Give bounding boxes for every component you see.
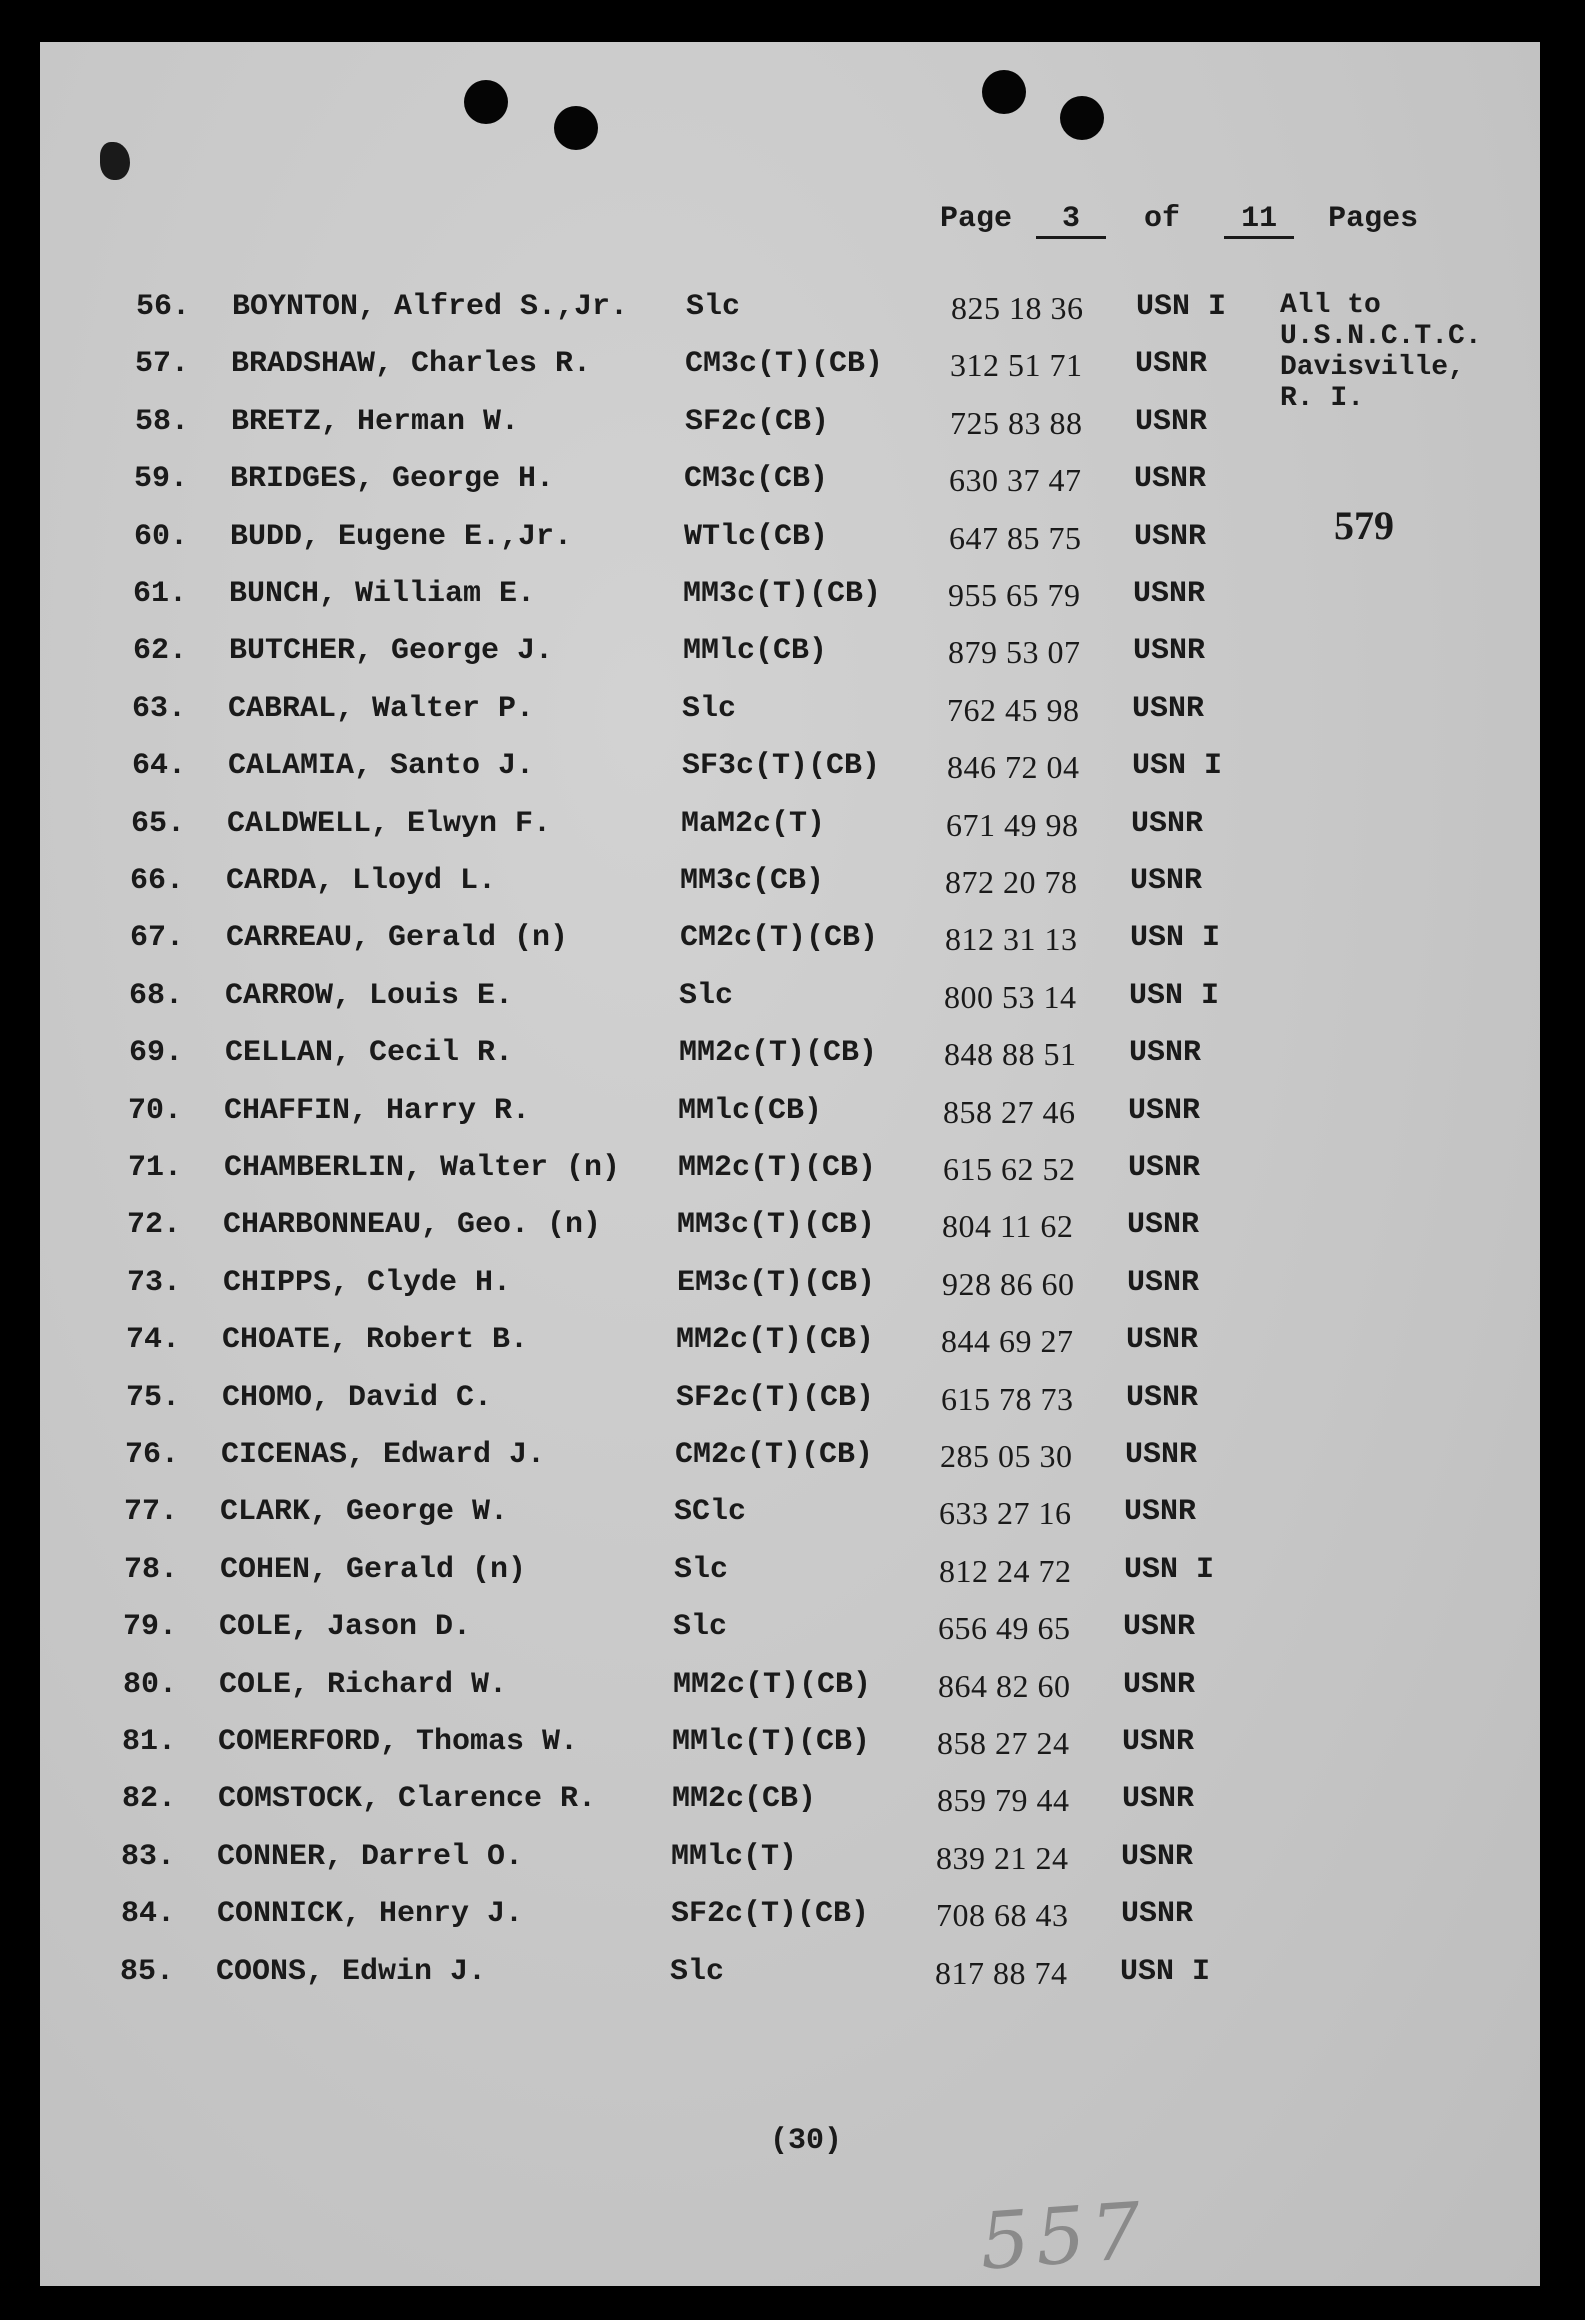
entry-number: 73. — [127, 1266, 182, 1300]
service-number: 872 20 78 — [945, 864, 1078, 900]
entry-number: 59. — [134, 462, 189, 496]
service-number: 656 49 65 — [938, 1610, 1071, 1646]
service-number: 285 05 30 — [940, 1438, 1073, 1474]
rating: SF2c(T)(CB) — [676, 1381, 875, 1415]
page-header — [940, 202, 1418, 239]
roster-row — [128, 1094, 1278, 1134]
service-branch: USNR — [1134, 462, 1207, 496]
roster-row — [126, 1323, 1276, 1363]
entry-number: 56. — [136, 290, 191, 324]
stamped-number: 579 — [1334, 503, 1394, 548]
rating: SF3c(T)(CB) — [682, 749, 881, 783]
rating: EM3c(T)(CB) — [677, 1266, 876, 1300]
service-branch: USNR — [1129, 1036, 1202, 1070]
entry-number: 65. — [131, 807, 186, 841]
service-number: 800 53 14 — [944, 979, 1077, 1015]
service-branch: USNR — [1127, 1266, 1200, 1300]
person-name: BRETZ, Herman W. — [231, 405, 520, 439]
service-number: 615 62 52 — [943, 1151, 1076, 1187]
roster-row — [129, 1036, 1279, 1076]
rating: MM3c(T)(CB) — [683, 577, 882, 611]
entry-number: 85. — [120, 1955, 175, 1989]
rating: MMlc(T)(CB) — [672, 1725, 871, 1759]
person-name: CABRAL, Walter P. — [228, 692, 535, 726]
service-branch: USNR — [1123, 1668, 1196, 1702]
service-number: 817 88 74 — [935, 1955, 1068, 1991]
person-name: CHOMO, David C. — [222, 1381, 493, 1415]
person-name: COONS, Edwin J. — [216, 1955, 487, 1989]
entry-number: 69. — [129, 1036, 184, 1070]
service-branch: USN I — [1129, 979, 1220, 1013]
service-branch: USNR — [1127, 1208, 1200, 1242]
roster-row — [136, 290, 1286, 330]
entry-number: 80. — [123, 1668, 178, 1702]
rating: MMlc(CB) — [678, 1094, 823, 1128]
service-branch: USN I — [1130, 921, 1221, 955]
person-name: CALAMIA, Santo J. — [228, 749, 535, 783]
rating: SF2c(T)(CB) — [671, 1897, 870, 1931]
rating: SClc — [674, 1495, 747, 1529]
rating: MMlc(T) — [671, 1840, 798, 1874]
punch-hole — [982, 70, 1026, 114]
roster-row — [123, 1668, 1273, 1708]
entry-number: 64. — [132, 749, 187, 783]
entry-number: 83. — [121, 1840, 176, 1874]
person-name: BOYNTON, Alfred S.,Jr. — [232, 290, 629, 324]
transfer-note: All to U.S.N.C.T.C. Davisville, R. I. — [1280, 290, 1482, 414]
entry-number: 58. — [135, 405, 190, 439]
service-branch: USNR — [1128, 1094, 1201, 1128]
person-name: CARREAU, Gerald (n) — [226, 921, 569, 955]
roster-row — [120, 1955, 1270, 1995]
roster-row — [122, 1782, 1272, 1822]
roster-row — [131, 807, 1281, 847]
entry-number: 74. — [126, 1323, 181, 1357]
roster-row — [130, 864, 1280, 904]
person-name: CONNICK, Henry J. — [217, 1897, 524, 1931]
entry-number: 72. — [127, 1208, 182, 1242]
service-number: 858 27 46 — [943, 1094, 1076, 1130]
service-number: 633 27 16 — [939, 1495, 1072, 1531]
rating: MM2c(T)(CB) — [676, 1323, 875, 1357]
service-branch: USNR — [1123, 1610, 1196, 1644]
service-number: 839 21 24 — [936, 1840, 1069, 1876]
service-number: 725 83 88 — [950, 405, 1083, 441]
service-number: 708 68 43 — [936, 1897, 1069, 1933]
entry-number: 61. — [133, 577, 188, 611]
person-name: CARROW, Louis E. — [225, 979, 514, 1013]
roster-row — [135, 347, 1285, 387]
entry-number: 67. — [130, 921, 185, 955]
person-name: CELLAN, Cecil R. — [225, 1036, 514, 1070]
entry-number: 78. — [124, 1553, 179, 1587]
person-name: CARDA, Lloyd L. — [226, 864, 497, 898]
roster-row — [132, 749, 1282, 789]
roster-row — [124, 1553, 1274, 1593]
roster-row — [135, 405, 1285, 445]
entry-number: 82. — [122, 1782, 177, 1816]
document-sheet — [40, 42, 1540, 2286]
roster-row — [121, 1897, 1271, 1937]
rating: SF2c(CB) — [685, 405, 830, 439]
page-number: 3 — [1036, 202, 1106, 239]
service-number: 844 69 27 — [941, 1323, 1074, 1359]
service-branch: USN I — [1124, 1553, 1215, 1587]
roster-row — [125, 1438, 1275, 1478]
entry-number: 63. — [132, 692, 187, 726]
person-name: CICENAS, Edward J. — [221, 1438, 546, 1472]
rating: Slc — [686, 290, 741, 324]
rating: Slc — [670, 1955, 725, 1989]
rating: MM3c(CB) — [680, 864, 825, 898]
person-name: COLE, Richard W. — [219, 1668, 508, 1702]
of-label: of — [1144, 202, 1181, 236]
service-number: 762 45 98 — [947, 692, 1080, 728]
service-branch: USNR — [1130, 864, 1203, 898]
person-name: BUNCH, William E. — [229, 577, 536, 611]
service-number: 312 51 71 — [950, 347, 1083, 383]
service-branch: USN I — [1120, 1955, 1211, 1989]
person-name: CLARK, George W. — [220, 1495, 509, 1529]
entry-number: 81. — [122, 1725, 177, 1759]
rating: CM2c(T)(CB) — [680, 921, 879, 955]
person-name: COMSTOCK, Clarence R. — [218, 1782, 597, 1816]
person-name: CHAFFIN, Harry R. — [224, 1094, 531, 1128]
rating: MM3c(T)(CB) — [677, 1208, 876, 1242]
service-number: 647 85 75 — [949, 520, 1082, 556]
punch-hole — [554, 106, 598, 150]
person-name: CONNER, Darrel O. — [217, 1840, 524, 1874]
rating: Slc — [679, 979, 734, 1013]
service-number: 812 24 72 — [939, 1553, 1072, 1589]
roster-row — [129, 979, 1279, 1019]
service-branch: USNR — [1121, 1840, 1194, 1874]
entry-number: 77. — [124, 1495, 179, 1529]
person-name: BRADSHAW, Charles R. — [231, 347, 592, 381]
rating: WTlc(CB) — [684, 520, 829, 554]
rating: CM3c(T)(CB) — [685, 347, 884, 381]
service-branch: USNR — [1122, 1725, 1195, 1759]
service-number: 859 79 44 — [937, 1782, 1070, 1818]
service-number: 671 49 98 — [946, 807, 1079, 843]
punch-hole — [464, 80, 508, 124]
service-branch: USNR — [1131, 807, 1204, 841]
entry-number: 71. — [128, 1151, 183, 1185]
service-number: 879 53 07 — [948, 634, 1081, 670]
rating: Slc — [673, 1610, 728, 1644]
entry-number: 62. — [133, 634, 188, 668]
rating: CM3c(CB) — [684, 462, 829, 496]
roster-row — [121, 1840, 1271, 1880]
person-name: COLE, Jason D. — [219, 1610, 472, 1644]
person-name: CHAMBERLIN, Walter (n) — [224, 1151, 621, 1185]
rating: MM2c(CB) — [672, 1782, 817, 1816]
person-name: BUDD, Eugene E.,Jr. — [230, 520, 573, 554]
service-number: 812 31 13 — [945, 921, 1078, 957]
service-branch: USNR — [1134, 520, 1207, 554]
punch-hole — [1060, 96, 1104, 140]
roster-row — [122, 1725, 1272, 1765]
roster-row — [124, 1495, 1274, 1535]
service-branch: USNR — [1132, 692, 1205, 726]
service-branch: USNR — [1122, 1782, 1195, 1816]
service-branch: USN I — [1136, 290, 1227, 324]
roster-row — [134, 462, 1284, 502]
service-number: 846 72 04 — [947, 749, 1080, 785]
entry-number: 75. — [126, 1381, 181, 1415]
roster-row — [133, 634, 1283, 674]
service-branch: USNR — [1121, 1897, 1194, 1931]
service-branch: USNR — [1133, 577, 1206, 611]
service-number: 825 18 36 — [951, 290, 1084, 326]
roster-row — [132, 692, 1282, 732]
entry-number: 68. — [129, 979, 184, 1013]
person-name: BUTCHER, George J. — [229, 634, 554, 668]
rating: CM2c(T)(CB) — [675, 1438, 874, 1472]
entry-number: 76. — [125, 1438, 180, 1472]
service-number: 615 78 73 — [941, 1381, 1074, 1417]
service-number: 928 86 60 — [942, 1266, 1075, 1302]
roster-row — [127, 1266, 1277, 1306]
service-branch: USNR — [1125, 1438, 1198, 1472]
person-name: COMERFORD, Thomas W. — [218, 1725, 579, 1759]
service-branch: USNR — [1135, 405, 1208, 439]
roster-row — [127, 1208, 1277, 1248]
rating: Slc — [674, 1553, 729, 1587]
rating: MM2c(T)(CB) — [678, 1151, 877, 1185]
service-branch: USN I — [1132, 749, 1223, 783]
entry-number: 66. — [130, 864, 185, 898]
entry-number: 79. — [123, 1610, 178, 1644]
service-branch: USNR — [1126, 1381, 1199, 1415]
page-footer-number: (30) — [770, 2124, 843, 2158]
service-number: 630 37 47 — [949, 462, 1082, 498]
service-branch: USNR — [1135, 347, 1208, 381]
roster-row — [134, 520, 1284, 560]
entry-number: 57. — [135, 347, 190, 381]
rating: MaM2c(T) — [681, 807, 826, 841]
rating: MM2c(T)(CB) — [673, 1668, 872, 1702]
page-label: Page — [940, 202, 1013, 236]
person-name: COHEN, Gerald (n) — [220, 1553, 527, 1587]
service-branch: USNR — [1124, 1495, 1197, 1529]
entry-number: 70. — [128, 1094, 183, 1128]
pages-label: Pages — [1328, 202, 1419, 236]
rating: MMlc(CB) — [683, 634, 828, 668]
service-branch: USNR — [1126, 1323, 1199, 1357]
entry-number: 60. — [134, 520, 189, 554]
ink-smudge — [100, 142, 130, 180]
entry-number: 84. — [121, 1897, 176, 1931]
roster-row — [123, 1610, 1273, 1650]
person-name: CHARBONNEAU, Geo. (n) — [223, 1208, 602, 1242]
total-pages: 11 — [1224, 202, 1294, 239]
roster-row — [130, 921, 1280, 961]
service-number: 864 82 60 — [938, 1668, 1071, 1704]
service-branch: USNR — [1133, 634, 1206, 668]
service-number: 858 27 24 — [937, 1725, 1070, 1761]
rating: Slc — [682, 692, 737, 726]
service-branch: USNR — [1128, 1151, 1201, 1185]
service-number: 804 11 62 — [942, 1208, 1074, 1244]
rating: MM2c(T)(CB) — [679, 1036, 878, 1070]
roster-row — [133, 577, 1283, 617]
roster-row — [128, 1151, 1278, 1191]
service-number: 848 88 51 — [944, 1036, 1077, 1072]
person-name: CHOATE, Robert B. — [222, 1323, 529, 1357]
person-name: BRIDGES, George H. — [230, 462, 555, 496]
person-name: CALDWELL, Elwyn F. — [227, 807, 552, 841]
handwritten-number: 557 — [977, 2186, 1150, 2288]
roster-row — [126, 1381, 1276, 1421]
person-name: CHIPPS, Clyde H. — [223, 1266, 512, 1300]
service-number: 955 65 79 — [948, 577, 1081, 613]
